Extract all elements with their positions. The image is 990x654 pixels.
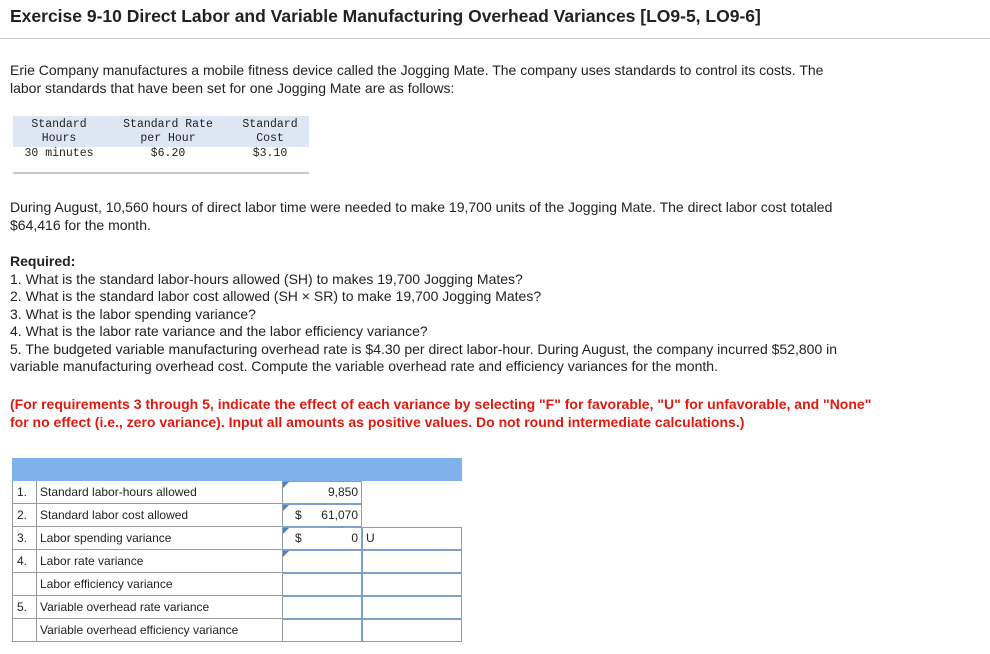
row-number: 4. (12, 550, 36, 573)
exercise-title: Exercise 9-10 Direct Labor and Variable Manufacturing Overhead Variances [LO9-5, LO9-6] (10, 6, 761, 26)
row-number: 2. (12, 504, 36, 527)
instruction-line: for no effect (i.e., zero variance). Input all amounts as positive values. Do not round intermediate calculations.) (10, 413, 745, 430)
standard-hours-value: 30 minutes (24, 147, 94, 160)
intro-line: labor standards that have been set for one Jogging Mate are as follows: (10, 79, 455, 96)
header-line: per Hour (140, 132, 196, 145)
standard-rate-header (113, 118, 223, 146)
effect-select[interactable] (362, 550, 462, 573)
intro-paragraph (10, 62, 970, 97)
requirement-item: 3. What is the labor spending variance? (10, 305, 256, 322)
header-line: Cost (256, 132, 284, 145)
requirement-item: variable manufacturing overhead cost. Compute the variable overhead rate and efficiency variances for the month. (10, 358, 718, 374)
answer-row (12, 481, 462, 504)
row-number: 5. (12, 596, 36, 619)
standard-cost-value: $3.10 (252, 147, 288, 160)
row-label: Labor rate variance (36, 550, 282, 573)
row-number: 3. (12, 527, 36, 550)
header-line: Standard (242, 118, 298, 131)
currency-symbol: $ (295, 508, 302, 522)
input-marker-icon (283, 482, 289, 488)
answer-row (12, 596, 462, 619)
instruction-note (10, 396, 960, 431)
requirement-item: 2. What is the standard labor cost allowed (SH × SR) to make 19,700 Jogging Mates? (10, 288, 542, 304)
answer-row (12, 527, 462, 550)
standards-header-row (13, 116, 309, 147)
row-number (12, 573, 36, 596)
answer-row (12, 619, 462, 642)
amount-value: 0 (351, 531, 358, 545)
amount-value: 9,850 (327, 485, 358, 499)
amount-value: 61,070 (321, 508, 358, 522)
requirement-item: 4. What is the labor rate variance and the labor efficiency variance? (10, 323, 428, 339)
row-number: 1. (12, 481, 36, 504)
effect-select[interactable] (362, 527, 462, 550)
amount-input[interactable] (282, 573, 362, 596)
requirement-item: 5. The budgeted variable manufacturing overhead rate is $4.30 per direct labor-hour. During August, the company incurred $52,800 in (10, 340, 838, 357)
header-line: Standard Rate (123, 118, 213, 131)
standard-hours-header (13, 118, 105, 146)
standards-bottom-rule (13, 168, 309, 174)
title-divider (0, 38, 990, 39)
row-label: Standard labor-hours allowed (36, 481, 282, 504)
august-paragraph (10, 199, 970, 234)
header-line: Hours (41, 132, 77, 145)
answer-row (12, 550, 462, 573)
row-number (12, 619, 36, 642)
required-section (10, 253, 970, 376)
amount-input[interactable] (282, 619, 362, 642)
amount-input[interactable] (282, 527, 362, 550)
row-label: Labor spending variance (36, 527, 282, 550)
amount-input[interactable] (282, 550, 362, 573)
instruction-line: (For requirements 3 through 5, indicate the effect of each variance by selecting "F" for favorable, "U" for unfavorable, and "None" (10, 396, 872, 412)
amount-input[interactable] (282, 481, 362, 504)
effect-select[interactable] (362, 619, 462, 642)
row-label: Variable overhead rate variance (36, 596, 282, 619)
amount-input[interactable] (282, 596, 362, 619)
currency-symbol: $ (295, 531, 302, 545)
input-marker-icon (283, 505, 289, 511)
required-heading: Required: (10, 253, 76, 269)
answer-table-header (12, 458, 462, 481)
row-label: Standard labor cost allowed (36, 504, 282, 527)
labor-standards-table (13, 116, 309, 174)
august-line: During August, 10,560 hours of direct labor time were needed to make 19,700 units of the Jogging Mate. The direct labor cost totaled (10, 199, 833, 215)
input-marker-icon (283, 551, 289, 557)
amount-input[interactable] (282, 504, 362, 527)
standard-rate-value: $6.20 (150, 147, 186, 160)
answer-table (12, 458, 462, 642)
standard-cost-header (235, 118, 305, 146)
requirement-item: 1. What is the standard labor-hours allowed (SH) to makes 19,700 Jogging Mates? (10, 270, 523, 287)
standards-value-row (13, 147, 309, 168)
effect-select[interactable] (362, 596, 462, 619)
august-line: $64,416 for the month. (10, 216, 151, 233)
row-label: Labor efficiency variance (36, 573, 282, 596)
answer-row (12, 504, 462, 527)
header-line: Standard (31, 118, 87, 131)
effect-select[interactable] (362, 573, 462, 596)
answer-row (12, 573, 462, 596)
intro-line: Erie Company manufactures a mobile fitness device called the Jogging Mate. The company uses standards to control its costs. The (10, 62, 824, 78)
row-label: Variable overhead efficiency variance (36, 619, 282, 642)
effect-value: U (366, 531, 375, 545)
input-marker-icon (283, 528, 289, 534)
